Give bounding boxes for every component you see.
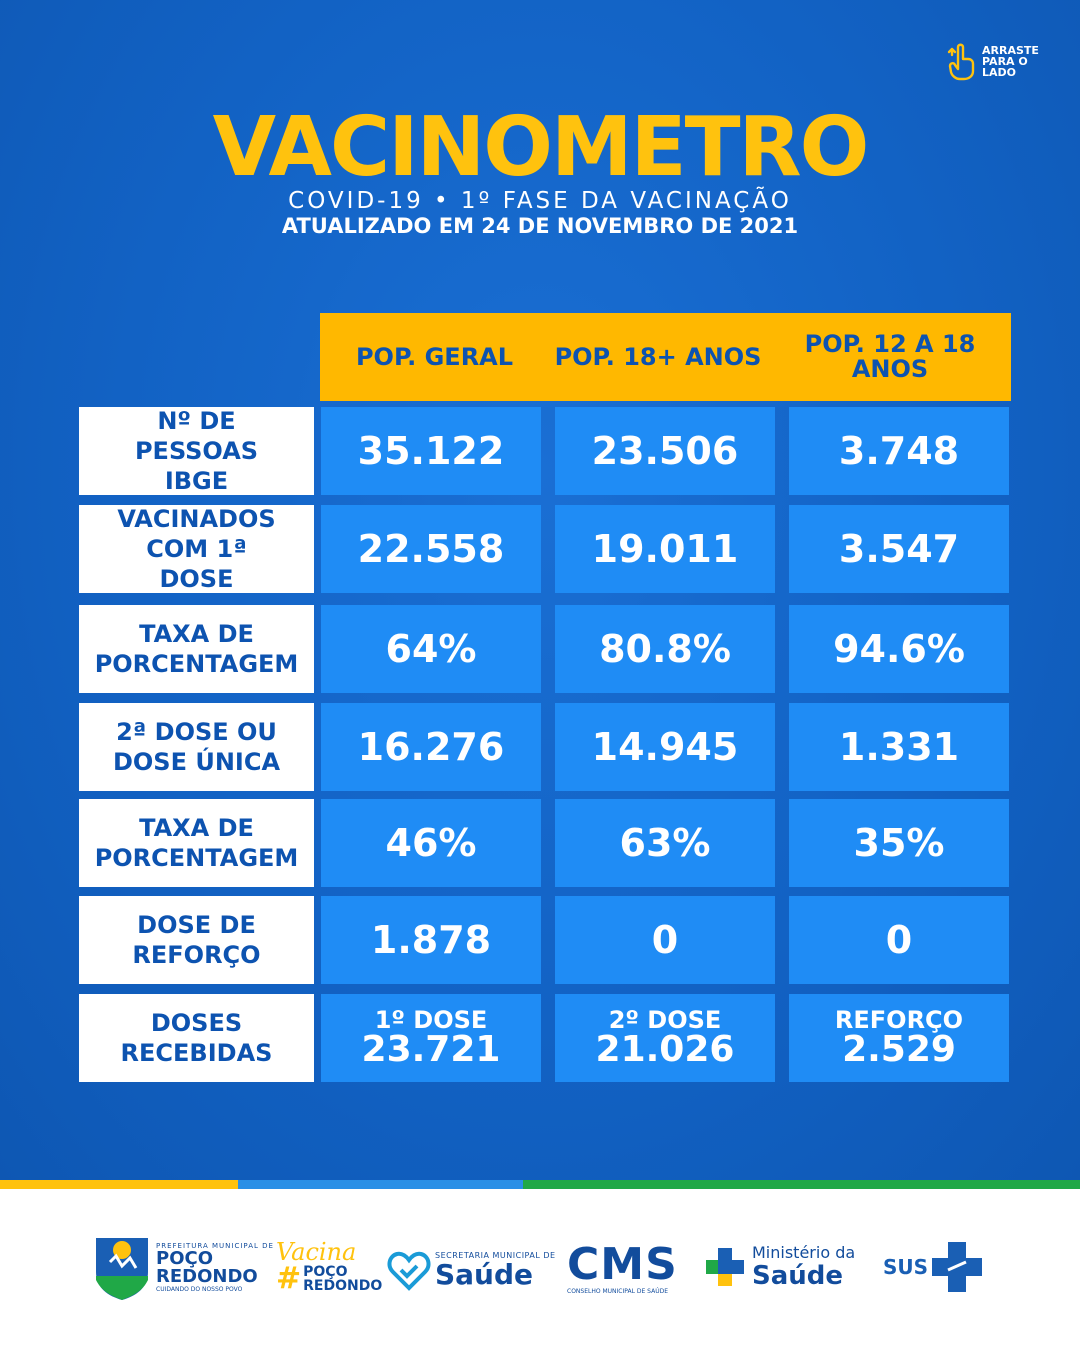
ministerio-top: Ministério da xyxy=(752,1243,856,1262)
column-header-pop-12-18: POP. 12 A 18 ANOS xyxy=(804,330,976,383)
prefeitura-crest-icon xyxy=(92,1232,152,1302)
stripe-yellow xyxy=(0,1180,238,1189)
prefeitura-line2: REDONDO xyxy=(156,1265,258,1287)
swipe-hint[interactable] xyxy=(946,40,1046,82)
heart-hands-icon xyxy=(387,1248,431,1292)
dose-caption: 1º DOSE xyxy=(374,1006,488,1034)
dose-value: 2.529 xyxy=(842,1029,956,1070)
sus-cross-icon xyxy=(930,1240,984,1294)
vacina-line1: POÇO xyxy=(303,1264,348,1280)
dose-value: 23.721 xyxy=(361,1029,501,1070)
ministerio-main: Saúde xyxy=(752,1261,844,1291)
dose-cell-3 xyxy=(789,994,1009,1082)
cms-sub: CONSELHO MUNICIPAL DE SAÚDE xyxy=(567,1288,669,1295)
row-label-doses-recebidas: DOSES RECEBIDAS xyxy=(79,994,314,1082)
table-cell: 35.122 xyxy=(321,407,541,495)
table-cell: 64% xyxy=(321,605,541,693)
table-cell: 14.945 xyxy=(555,703,775,791)
table-cell: 3.547 xyxy=(789,505,1009,593)
vacina-script: Vacina xyxy=(276,1238,357,1266)
page-subtitle: COVID-19 • 1º FASE DA VACINAÇÃO xyxy=(288,188,792,214)
vacina-line2: REDONDO xyxy=(303,1278,383,1294)
row-label-vacinados-1-dose: VACINADOS COM 1ª DOSE xyxy=(79,505,314,593)
prefeitura-tagline: CUIDANDO DO NOSSO POVO xyxy=(156,1285,243,1293)
page-title: VACINOMETRO xyxy=(212,100,868,195)
prefeitura-line1: POÇO xyxy=(156,1247,214,1269)
logo-prefeitura[interactable] xyxy=(92,1232,274,1302)
row-label-reforco: DOSE DE REFORÇO xyxy=(79,896,314,984)
logo-cms[interactable] xyxy=(567,1239,678,1295)
table-cell: 3.748 xyxy=(789,407,1009,495)
logo-sus[interactable] xyxy=(883,1240,984,1294)
dose-value: 21.026 xyxy=(595,1029,735,1070)
logo-secretaria-saude[interactable] xyxy=(387,1248,556,1292)
column-header-pop-18: POP. 18+ ANOS xyxy=(554,342,762,371)
table-cell: 63% xyxy=(555,799,775,887)
hash-icon: # xyxy=(276,1261,302,1296)
row-label-2-dose: 2ª DOSE OU DOSE ÚNICA xyxy=(79,703,314,791)
table-cell: 0 xyxy=(789,896,1009,984)
secretaria-top: SECRETARIA MUNICIPAL DE xyxy=(435,1250,556,1260)
dose-caption: 2º DOSE xyxy=(608,1006,722,1034)
prefeitura-top: PREFEITURA MUNICIPAL DE xyxy=(156,1241,274,1250)
dose-cell-2 xyxy=(555,994,775,1082)
column-header-pop-geral: POP. GERAL xyxy=(355,342,514,371)
row-label-taxa-2: TAXA DE PORCENTAGEM xyxy=(79,799,314,887)
logo-vacina[interactable] xyxy=(276,1240,382,1294)
row-label-taxa-1: TAXA DE PORCENTAGEM xyxy=(79,605,314,693)
swipe-label: ARRASTE PARA O LADO xyxy=(982,43,1039,79)
table-cell: 19.011 xyxy=(555,505,775,593)
table-cell: 1.331 xyxy=(789,703,1009,791)
update-date: ATUALIZADO EM 24 DE NOVEMBRO DE 2021 xyxy=(281,214,799,238)
table-cell: 23.506 xyxy=(555,407,775,495)
stripe-blue xyxy=(238,1180,523,1189)
table-cell: 46% xyxy=(321,799,541,887)
table-cell: 16.276 xyxy=(321,703,541,791)
table-cell: 22.558 xyxy=(321,505,541,593)
swipe-hand-icon xyxy=(946,41,976,81)
row-label-pessoas-ibge: Nº DE PESSOAS IBGE xyxy=(79,407,314,495)
logo-ministerio-saude[interactable] xyxy=(704,1244,855,1290)
table-cell: 80.8% xyxy=(555,605,775,693)
secretaria-main: Saúde xyxy=(435,1257,534,1291)
sus-main: SUS xyxy=(883,1255,929,1279)
cross-icon xyxy=(704,1246,746,1288)
cms-main: CMS xyxy=(567,1239,678,1290)
table-cell: 94.6% xyxy=(789,605,1009,693)
dose-caption: REFORÇO xyxy=(834,1006,964,1034)
table-cell: 1.878 xyxy=(321,896,541,984)
prefeitura-text xyxy=(156,1242,274,1293)
table-cell: 35% xyxy=(789,799,1009,887)
dose-cell-1 xyxy=(321,994,541,1082)
stripe-green xyxy=(523,1180,1080,1189)
table-cell: 0 xyxy=(555,896,775,984)
